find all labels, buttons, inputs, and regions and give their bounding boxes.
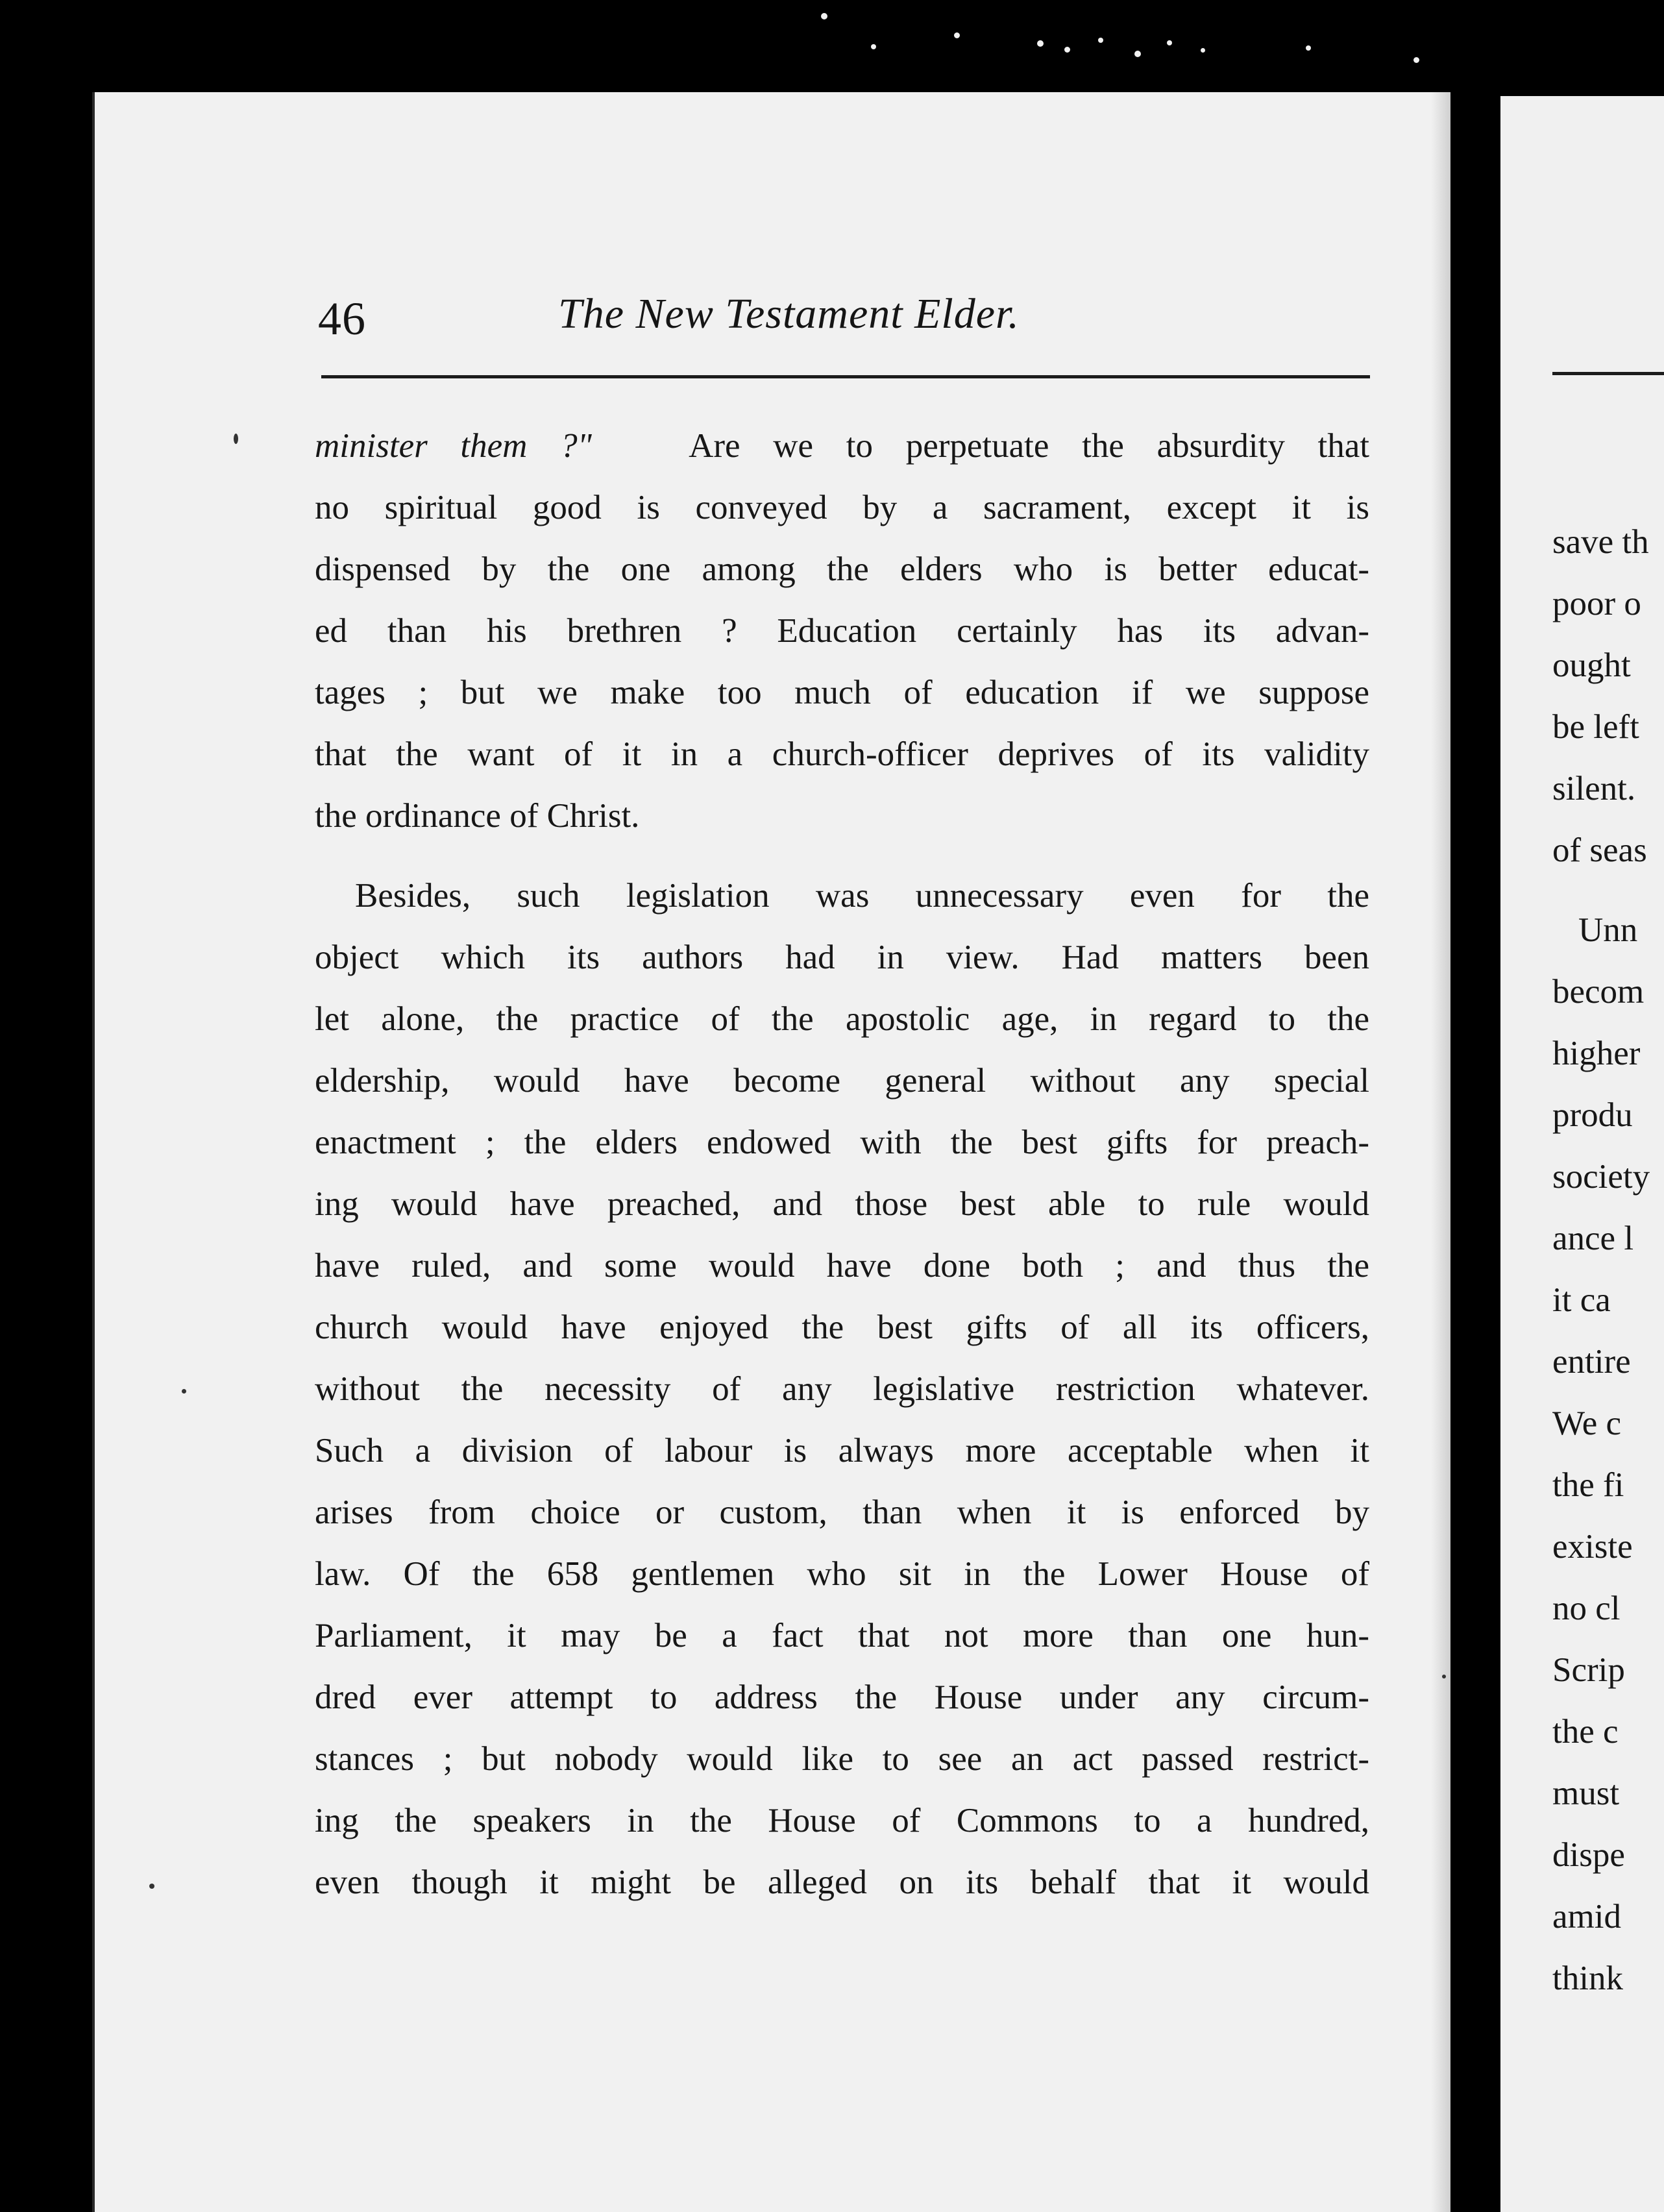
scan-dust <box>1306 45 1311 51</box>
margin-speck <box>182 1389 186 1394</box>
text-line: Parliament, it may be a fact that not more than one hun- <box>315 1617 1369 1654</box>
page-title: The New Testament Elder. <box>558 290 1020 338</box>
text-line: the c <box>1552 1713 1619 1751</box>
text-line: We c <box>1552 1405 1622 1442</box>
scan-dust <box>1064 47 1070 53</box>
text-line: enactment ; the elders endowed with the best gifts for preach- <box>315 1124 1369 1161</box>
facing-page-text <box>1552 511 1664 2009</box>
text-line: produ <box>1552 1096 1633 1134</box>
text-line: becom <box>1552 973 1645 1011</box>
scan-dust <box>871 44 876 49</box>
text-line: Such a division of labour is always more acceptable when it <box>315 1432 1369 1469</box>
text-line: tages ; but we make too much of education if we suppose <box>315 674 1369 711</box>
text-line: have ruled, and some would have done both ; and thus the <box>315 1247 1369 1284</box>
text-line: silent. <box>1552 770 1636 807</box>
text-line: ought <box>1552 646 1631 684</box>
text-line: dred ever attempt to address the House under any circum- <box>315 1678 1369 1716</box>
text-line: must <box>1552 1775 1620 1812</box>
text-line: eldership, would have become general without any special <box>315 1062 1369 1100</box>
scan-dust <box>1037 40 1044 47</box>
text-line: higher <box>1552 1035 1641 1072</box>
text-line: amid <box>1552 1898 1621 1936</box>
text-line: existe <box>1552 1528 1633 1566</box>
scan-dust <box>1167 40 1172 45</box>
text-line: that the want of it in a church-officer deprives of its validity <box>315 735 1369 773</box>
page-number: 46 <box>318 293 366 345</box>
scan-dust <box>821 13 827 19</box>
body-text <box>315 415 1369 1932</box>
paragraph <box>315 865 1369 1913</box>
margin-speck <box>234 434 238 444</box>
text-line: the fi <box>1552 1466 1624 1504</box>
text-span: Are we to perpetuate the absurdity that <box>689 427 1369 465</box>
text-line: church would have enjoyed the best gifts of all its officers, <box>315 1309 1369 1346</box>
italic-quote: minister them ?" <box>315 427 592 465</box>
page-gutter <box>1431 92 1450 2212</box>
paragraph <box>315 415 1369 847</box>
text-line: ed than his brethren ? Education certainly has its advan- <box>315 612 1369 650</box>
text-line: arises from choice or custom, than when it is enforced by <box>315 1493 1369 1531</box>
facing-page-rule <box>1552 372 1664 375</box>
text-line: ing would have preached, and those best able to rule would <box>315 1185 1369 1223</box>
margin-speck <box>149 1884 154 1889</box>
text-line: even though it might be alleged on its behalf that it would <box>315 1863 1369 1901</box>
text-line: ance l <box>1552 1220 1634 1257</box>
text-line: it ca <box>1552 1281 1611 1319</box>
text-line: save th <box>1552 523 1649 561</box>
text-line: Scrip <box>1552 1651 1625 1689</box>
scan-dust <box>1413 57 1419 63</box>
text-line: law. Of the 658 gentlemen who sit in the Lower House of <box>315 1555 1369 1593</box>
text-line: dispe <box>1552 1836 1625 1874</box>
text-line: society <box>1552 1158 1650 1196</box>
text-line: dispensed by the one among the elders who is better educat- <box>315 550 1369 588</box>
text-line: entire <box>1552 1343 1631 1381</box>
text-line: no cl <box>1552 1590 1621 1627</box>
text-line: ing the speakers in the House of Commons to a hundred, <box>315 1802 1369 1839</box>
scan-dust <box>1134 51 1141 57</box>
text-line: the ordinance of Christ. <box>315 797 640 835</box>
text-line: poor o <box>1552 585 1641 622</box>
text-line: be left <box>1552 708 1639 746</box>
text-line: without the necessity of any legislative restriction whatever. <box>315 1370 1369 1408</box>
text-line <box>315 415 1369 477</box>
text-line: of seas <box>1552 831 1647 869</box>
header-rule <box>321 375 1370 378</box>
scan-dust <box>954 32 960 38</box>
right-page <box>1500 96 1664 2212</box>
scan-border-top <box>0 0 1664 91</box>
text-line: stances ; but nobody would like to see an act passed restrict- <box>315 1740 1369 1778</box>
text-line: let alone, the practice of the apostolic age, in regard to the <box>315 1000 1369 1038</box>
text-line: object which its authors had in view. Had matters been <box>315 939 1369 976</box>
text-line: no spiritual good is conveyed by a sacrament, except it is <box>315 489 1369 526</box>
scan-dust <box>1098 38 1103 43</box>
text-line: Besides, such legislation was unnecessary even for the <box>355 877 1369 915</box>
margin-speck <box>1442 1675 1446 1678</box>
scan-dust <box>1201 48 1205 53</box>
text-line: think <box>1552 1960 1623 1997</box>
running-head <box>224 286 1373 357</box>
text-line: Unn <box>1578 911 1638 949</box>
